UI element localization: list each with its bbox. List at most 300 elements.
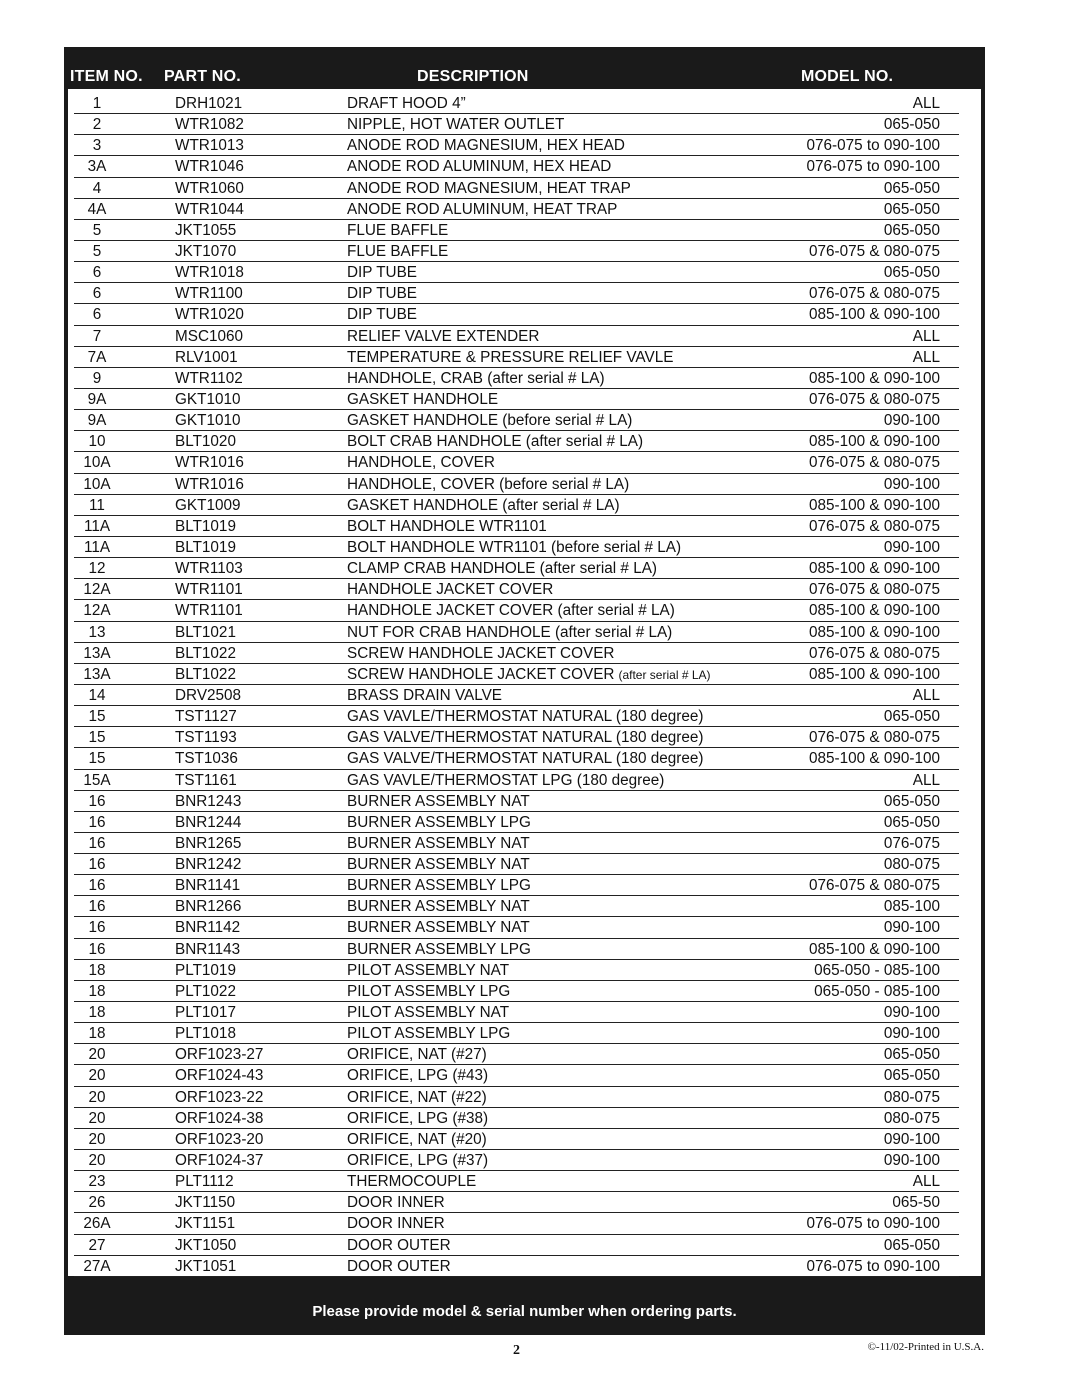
description-text: ORIFICE, LPG (#37) xyxy=(347,1152,489,1170)
part-no-cell: WTR1044 xyxy=(175,200,244,218)
row-divider xyxy=(74,1191,959,1192)
row-divider xyxy=(74,536,959,537)
description-cell xyxy=(347,349,673,367)
table-row xyxy=(68,707,981,728)
table-row xyxy=(68,432,981,453)
description-cell xyxy=(347,539,681,557)
model-no-cell: 085-100 & 090-100 xyxy=(809,665,940,683)
part-no-cell: WTR1100 xyxy=(175,285,243,303)
model-no-cell: 076-075 to 090-100 xyxy=(806,1257,940,1275)
description-cell xyxy=(347,602,675,620)
part-no-cell: BNR1265 xyxy=(175,834,242,852)
item-no-cell: 16 xyxy=(88,813,106,831)
item-no-cell: 26A xyxy=(83,1215,111,1233)
model-no-cell: 076-075 & 080-075 xyxy=(809,729,940,747)
description-text: DOOR OUTER xyxy=(347,1257,451,1275)
item-no-cell: 16 xyxy=(88,792,106,810)
ordering-note: Please provide model & serial number when ordering parts. xyxy=(312,1303,737,1320)
part-no-cell: PLT1022 xyxy=(175,982,236,1000)
part-no-cell: BNR1141 xyxy=(175,877,241,895)
parts-list-frame xyxy=(64,47,985,1335)
description-cell xyxy=(347,454,495,472)
description-cell xyxy=(347,856,530,874)
table-row xyxy=(68,94,981,115)
part-no-cell: RLV1001 xyxy=(175,348,238,366)
item-no-cell: 11A xyxy=(83,517,111,535)
part-no-cell: WTR1060 xyxy=(175,179,244,197)
part-no-cell: TST1161 xyxy=(175,771,237,789)
item-no-cell: 9A xyxy=(87,390,107,408)
table-row xyxy=(68,157,981,178)
model-no-cell: 065-050 - 085-100 xyxy=(814,982,940,1000)
description-text: ANODE ROD MAGNESIUM, HEAT TRAP xyxy=(347,179,631,197)
item-no-cell: 7A xyxy=(87,348,107,366)
part-no-cell: BLT1019 xyxy=(175,538,236,556)
part-no-cell: BNR1244 xyxy=(175,813,242,831)
row-divider xyxy=(74,557,959,558)
model-no-cell: ALL xyxy=(912,686,940,704)
part-no-cell: BNR1266 xyxy=(175,898,242,916)
table-row xyxy=(68,390,981,411)
row-divider xyxy=(74,388,959,389)
row-divider xyxy=(74,959,959,960)
header-description: DESCRIPTION xyxy=(417,68,529,85)
description-cell xyxy=(347,1046,487,1064)
description-text: DRAFT HOOD 4” xyxy=(347,95,466,112)
part-no-cell: PLT1018 xyxy=(175,1025,236,1043)
description-text: HANDHOLE, CRAB (after serial # LA) xyxy=(347,369,605,387)
description-text: ORIFICE, LPG (#43) xyxy=(347,1067,489,1085)
description-cell xyxy=(347,1089,487,1107)
model-no-cell: 076-075 to 090-100 xyxy=(806,1215,940,1233)
description-cell xyxy=(347,560,657,578)
description-text: SCREW HANDHOLE JACKET COVER xyxy=(347,665,615,683)
item-no-cell: 15 xyxy=(88,729,106,747)
description-cell xyxy=(347,941,531,959)
item-no-cell: 20 xyxy=(88,1130,106,1148)
row-divider xyxy=(74,346,959,347)
parts-table-body xyxy=(68,89,981,1276)
parts-rows xyxy=(68,94,981,1278)
row-divider xyxy=(74,811,959,812)
table-row xyxy=(68,897,981,918)
item-no-cell: 10 xyxy=(88,433,106,451)
description-text: ANODE ROD MAGNESIUM, HEX HEAD xyxy=(347,137,625,155)
description-text: DIP TUBE xyxy=(347,264,417,282)
table-row xyxy=(68,961,981,982)
description-text: BURNER ASSEMBLY NAT xyxy=(347,919,530,937)
item-no-cell: 18 xyxy=(88,961,106,979)
table-row xyxy=(68,327,981,348)
table-row xyxy=(68,644,981,665)
part-no-cell: BNR1243 xyxy=(175,792,242,810)
part-no-cell: BLT1022 xyxy=(175,644,236,662)
description-text: HANDHOLE JACKET COVER (after serial # LA) xyxy=(347,602,675,620)
description-text: DOOR OUTER xyxy=(347,1236,451,1254)
header-model-no: MODEL NO. xyxy=(801,68,894,85)
table-row xyxy=(68,242,981,263)
description-cell xyxy=(347,116,564,134)
row-divider xyxy=(74,1043,959,1044)
item-no-cell: 3A xyxy=(87,158,107,176)
table-row xyxy=(68,1236,981,1257)
part-no-cell: ORF1023-27 xyxy=(175,1046,264,1064)
row-divider xyxy=(74,240,959,241)
row-divider xyxy=(74,1170,959,1171)
description-text: BURNER ASSEMBLY LPG xyxy=(347,877,531,895)
row-divider xyxy=(74,282,959,283)
model-no-cell: 085-100 & 090-100 xyxy=(809,496,940,514)
part-no-cell: ORF1023-20 xyxy=(175,1130,264,1148)
table-row xyxy=(68,1130,981,1151)
row-divider xyxy=(74,938,959,939)
description-text: NIPPLE, HOT WATER OUTLET xyxy=(347,116,565,134)
model-no-cell: 065-050 xyxy=(883,179,940,197)
item-no-cell: 9A xyxy=(87,412,107,430)
description-text: HANDHOLE JACKET COVER xyxy=(347,581,554,599)
item-no-cell: 9 xyxy=(92,369,102,387)
row-divider xyxy=(74,1212,959,1213)
item-no-cell: 5 xyxy=(92,221,102,239)
table-row xyxy=(68,475,981,496)
description-cell xyxy=(347,1025,510,1043)
model-no-cell: 085-100 & 090-100 xyxy=(809,369,940,387)
model-no-cell: 065-050 xyxy=(883,1046,940,1064)
row-divider xyxy=(74,705,959,706)
table-row xyxy=(68,834,981,855)
description-cell xyxy=(347,581,553,599)
part-no-cell: GKT1010 xyxy=(175,412,241,430)
table-row xyxy=(68,580,981,601)
table-row xyxy=(68,136,981,157)
description-text: CLAMP CRAB HANDHOLE (after serial # LA) xyxy=(347,560,657,578)
part-no-cell: WTR1018 xyxy=(175,264,244,282)
item-no-cell: 18 xyxy=(88,1004,106,1022)
description-text: THERMOCOUPLE xyxy=(347,1173,477,1191)
model-no-cell: 076-075 to 090-100 xyxy=(806,158,940,176)
table-row xyxy=(68,728,981,749)
part-no-cell: JKT1050 xyxy=(175,1236,237,1254)
part-no-cell: JKT1151 xyxy=(175,1215,236,1233)
item-no-cell: 12A xyxy=(83,602,111,620)
table-row xyxy=(68,1214,981,1235)
description-cell xyxy=(347,306,417,324)
model-no-cell: 065-050 xyxy=(883,221,940,239)
table-row xyxy=(68,1257,981,1278)
table-row xyxy=(68,1088,981,1109)
part-no-cell: WTR1101 xyxy=(175,581,243,599)
part-no-cell: BLT1020 xyxy=(175,433,236,451)
table-row xyxy=(68,453,981,474)
item-no-cell: 20 xyxy=(88,1109,106,1127)
description-text: HANDHOLE, COVER xyxy=(347,454,495,472)
model-no-cell: 080-075 xyxy=(883,1088,940,1106)
description-cell xyxy=(347,1173,476,1191)
item-no-cell: 10A xyxy=(83,475,111,493)
part-no-cell: WTR1020 xyxy=(175,306,244,324)
row-divider xyxy=(74,980,959,981)
model-no-cell: ALL xyxy=(912,95,940,112)
header-item-no: ITEM NO. xyxy=(70,68,143,85)
header-part-no: PART NO. xyxy=(164,68,241,85)
item-no-cell: 20 xyxy=(88,1067,106,1085)
table-row xyxy=(68,686,981,707)
description-cell xyxy=(347,750,703,768)
description-text: BURNER ASSEMBLY NAT xyxy=(347,856,530,874)
table-row xyxy=(68,369,981,390)
table-row xyxy=(68,749,981,770)
table-row xyxy=(68,1045,981,1066)
row-divider xyxy=(74,1128,959,1129)
row-divider xyxy=(74,494,959,495)
description-cell xyxy=(347,1152,488,1170)
item-no-cell: 20 xyxy=(88,1088,106,1106)
part-no-cell: GKT1009 xyxy=(175,496,241,514)
description-cell xyxy=(347,222,448,240)
table-row xyxy=(68,665,981,686)
model-no-cell: 090-100 xyxy=(883,538,940,556)
table-row xyxy=(68,771,981,792)
item-no-cell: 27A xyxy=(83,1257,111,1275)
item-no-cell: 13A xyxy=(83,665,111,683)
model-no-cell: 090-100 xyxy=(883,412,940,430)
model-no-cell: 090-100 xyxy=(883,919,940,937)
part-no-cell: ORF1024-43 xyxy=(175,1067,264,1085)
item-no-cell: 6 xyxy=(92,285,102,303)
model-no-cell: 090-100 xyxy=(883,475,940,493)
row-divider xyxy=(74,790,959,791)
table-row xyxy=(68,1193,981,1214)
row-divider xyxy=(74,155,959,156)
table-row xyxy=(68,940,981,961)
table-row xyxy=(68,348,981,369)
table-row xyxy=(68,1109,981,1130)
item-no-cell: 2 xyxy=(92,116,102,134)
item-no-cell: 15 xyxy=(88,750,106,768)
description-cell xyxy=(347,729,703,747)
description-text: GAS VAVLE/THERMOSTAT NATURAL (180 degree) xyxy=(347,708,704,726)
model-no-cell: 065-050 xyxy=(883,1067,940,1085)
part-no-cell: BLT1019 xyxy=(175,517,236,535)
model-no-cell: 076-075 & 080-075 xyxy=(809,644,940,662)
part-no-cell: GKT1010 xyxy=(175,390,241,408)
description-text: ORIFICE, LPG (#38) xyxy=(347,1109,489,1127)
row-divider xyxy=(74,578,959,579)
item-no-cell: 18 xyxy=(88,1025,106,1043)
description-cell xyxy=(347,497,620,515)
description-text: GAS VAVLE/THERMOSTAT LPG (180 degree) xyxy=(347,771,665,789)
description-cell xyxy=(347,772,664,790)
description-cell xyxy=(347,919,530,937)
description-text: SCREW HANDHOLE JACKET COVER xyxy=(347,644,615,662)
item-no-cell: 1 xyxy=(92,95,102,112)
model-no-cell: 085-100 & 090-100 xyxy=(809,433,940,451)
part-no-cell: WTR1103 xyxy=(175,560,243,578)
model-no-cell: 085-100 & 090-100 xyxy=(809,623,940,641)
table-row xyxy=(68,1024,981,1045)
description-text: RELIEF VALVE EXTENDER xyxy=(347,327,540,345)
description-text: DIP TUBE xyxy=(347,285,417,303)
description-cell xyxy=(347,1131,487,1149)
description-cell xyxy=(347,412,632,430)
description-text: GASKET HANDHOLE xyxy=(347,390,499,408)
row-divider xyxy=(74,1107,959,1108)
model-no-cell: 076-075 & 080-075 xyxy=(809,242,940,260)
model-no-cell: 080-075 xyxy=(883,856,940,874)
part-no-cell: WTR1101 xyxy=(175,602,243,620)
item-no-cell: 16 xyxy=(88,940,106,958)
description-text: FLUE BAFFLE xyxy=(347,242,449,260)
item-no-cell: 4 xyxy=(92,179,102,197)
description-cell xyxy=(347,264,417,282)
item-no-cell: 27 xyxy=(88,1236,106,1254)
model-no-cell: ALL xyxy=(912,771,940,789)
row-divider xyxy=(74,1255,959,1256)
description-cell xyxy=(347,624,672,642)
description-text: BOLT HANDHOLE WTR1101 (before serial # LA) xyxy=(347,538,682,556)
part-no-cell: WTR1016 xyxy=(175,475,244,493)
part-no-cell: JKT1150 xyxy=(175,1194,236,1212)
model-no-cell: 090-100 xyxy=(883,1004,940,1022)
description-text: DIP TUBE xyxy=(347,306,417,324)
row-divider xyxy=(74,726,959,727)
table-row xyxy=(68,813,981,834)
row-divider xyxy=(74,261,959,262)
item-no-cell: 15A xyxy=(83,771,111,789)
item-no-cell: 13 xyxy=(88,623,106,641)
part-no-cell: PLT1019 xyxy=(175,961,236,979)
table-row xyxy=(68,559,981,580)
part-no-cell: ORF1024-37 xyxy=(175,1152,264,1170)
table-row xyxy=(68,221,981,242)
model-no-cell: 076-075 & 080-075 xyxy=(809,285,940,303)
item-no-cell: 16 xyxy=(88,834,106,852)
item-no-cell: 20 xyxy=(88,1152,106,1170)
item-no-cell: 26 xyxy=(88,1194,106,1212)
description-text: BURNER ASSEMBLY NAT xyxy=(347,898,530,916)
row-divider xyxy=(74,1001,959,1002)
row-divider xyxy=(74,1234,959,1235)
part-no-cell: TST1193 xyxy=(175,729,237,747)
description-cell xyxy=(347,877,531,895)
row-divider xyxy=(74,409,959,410)
description-text: GAS VALVE/THERMOSTAT NATURAL (180 degree) xyxy=(347,729,704,747)
description-text: PILOT ASSEMBLY LPG xyxy=(347,982,511,1000)
part-no-cell: BNR1242 xyxy=(175,856,242,874)
row-divider xyxy=(74,853,959,854)
description-cell xyxy=(347,1067,488,1085)
model-no-cell: 085-100 & 090-100 xyxy=(809,750,940,768)
row-divider xyxy=(74,663,959,664)
row-divider xyxy=(74,832,959,833)
part-no-cell: ORF1023-22 xyxy=(175,1088,264,1106)
description-cell xyxy=(347,158,611,176)
model-no-cell: 076-075 & 080-075 xyxy=(809,390,940,408)
description-text: BURNER ASSEMBLY LPG xyxy=(347,940,531,958)
description-text: ANODE ROD ALUMINUM, HEX HEAD xyxy=(347,158,612,176)
row-divider xyxy=(74,1022,959,1023)
part-no-cell: BLT1021 xyxy=(175,623,236,641)
part-no-cell: JKT1051 xyxy=(175,1257,237,1275)
item-no-cell: 5 xyxy=(92,242,102,260)
row-divider xyxy=(74,177,959,178)
row-divider xyxy=(74,1086,959,1087)
description-text: BOLT CRAB HANDHOLE (after serial # LA) xyxy=(347,433,644,451)
part-no-cell: JKT1070 xyxy=(175,242,237,260)
part-no-cell: WTR1046 xyxy=(175,158,244,176)
description-cell xyxy=(347,962,509,980)
description-text: DOOR INNER xyxy=(347,1215,445,1233)
item-no-cell: 14 xyxy=(88,686,106,704)
model-no-cell: 065-050 xyxy=(883,264,940,282)
part-no-cell: BLT1022 xyxy=(175,665,236,683)
row-divider xyxy=(74,1064,959,1065)
model-no-cell: 076-075 & 080-075 xyxy=(809,877,940,895)
description-cell xyxy=(347,1194,445,1212)
table-row xyxy=(68,179,981,200)
description-text: BRASS DRAIN VALVE xyxy=(347,686,502,704)
row-divider xyxy=(74,134,959,135)
table-row xyxy=(68,601,981,622)
model-no-cell: 076-075 & 080-075 xyxy=(809,517,940,535)
row-divider xyxy=(74,473,959,474)
description-cell xyxy=(347,898,530,916)
item-no-cell: 12 xyxy=(88,560,106,578)
part-no-cell: MSC1060 xyxy=(175,327,244,345)
item-no-cell: 16 xyxy=(88,877,106,895)
description-text: FLUE BAFFLE xyxy=(347,221,449,239)
table-row xyxy=(68,1066,981,1087)
description-cell xyxy=(347,433,643,451)
item-no-cell: 20 xyxy=(88,1046,106,1064)
description-cell xyxy=(347,666,711,684)
row-divider xyxy=(74,113,959,114)
row-divider xyxy=(74,895,959,896)
description-cell xyxy=(347,285,417,303)
part-no-cell: TST1036 xyxy=(175,750,238,768)
part-no-cell: WTR1013 xyxy=(175,137,244,155)
description-cell xyxy=(347,1004,509,1022)
part-no-cell: TST1127 xyxy=(175,708,237,726)
row-divider xyxy=(74,325,959,326)
item-no-cell: 11A xyxy=(83,538,111,556)
item-no-cell: 4A xyxy=(87,200,107,218)
description-cell xyxy=(347,1110,488,1128)
description-cell xyxy=(347,835,530,853)
description-text: ANODE ROD ALUMINUM, HEAT TRAP xyxy=(347,200,618,218)
item-no-cell: 18 xyxy=(88,982,106,1000)
description-cell xyxy=(347,793,530,811)
row-divider xyxy=(74,515,959,516)
description-cell xyxy=(347,708,703,726)
model-no-cell: 076-075 & 080-075 xyxy=(809,581,940,599)
table-row xyxy=(68,200,981,221)
item-no-cell: 23 xyxy=(88,1173,106,1191)
description-text: ORIFICE, NAT (#20) xyxy=(347,1130,487,1148)
model-no-cell: 065-050 xyxy=(883,200,940,218)
description-cell xyxy=(347,1237,451,1255)
description-cell xyxy=(347,391,498,409)
table-row xyxy=(68,263,981,284)
part-no-cell: WTR1082 xyxy=(175,116,244,134)
description-cell xyxy=(347,328,539,346)
item-no-cell: 12A xyxy=(83,581,111,599)
model-no-cell: ALL xyxy=(912,348,940,366)
model-no-cell: 085-100 & 090-100 xyxy=(809,940,940,958)
model-no-cell: 065-050 xyxy=(883,116,940,134)
description-cell xyxy=(347,476,629,494)
part-no-cell: JKT1055 xyxy=(175,221,237,239)
